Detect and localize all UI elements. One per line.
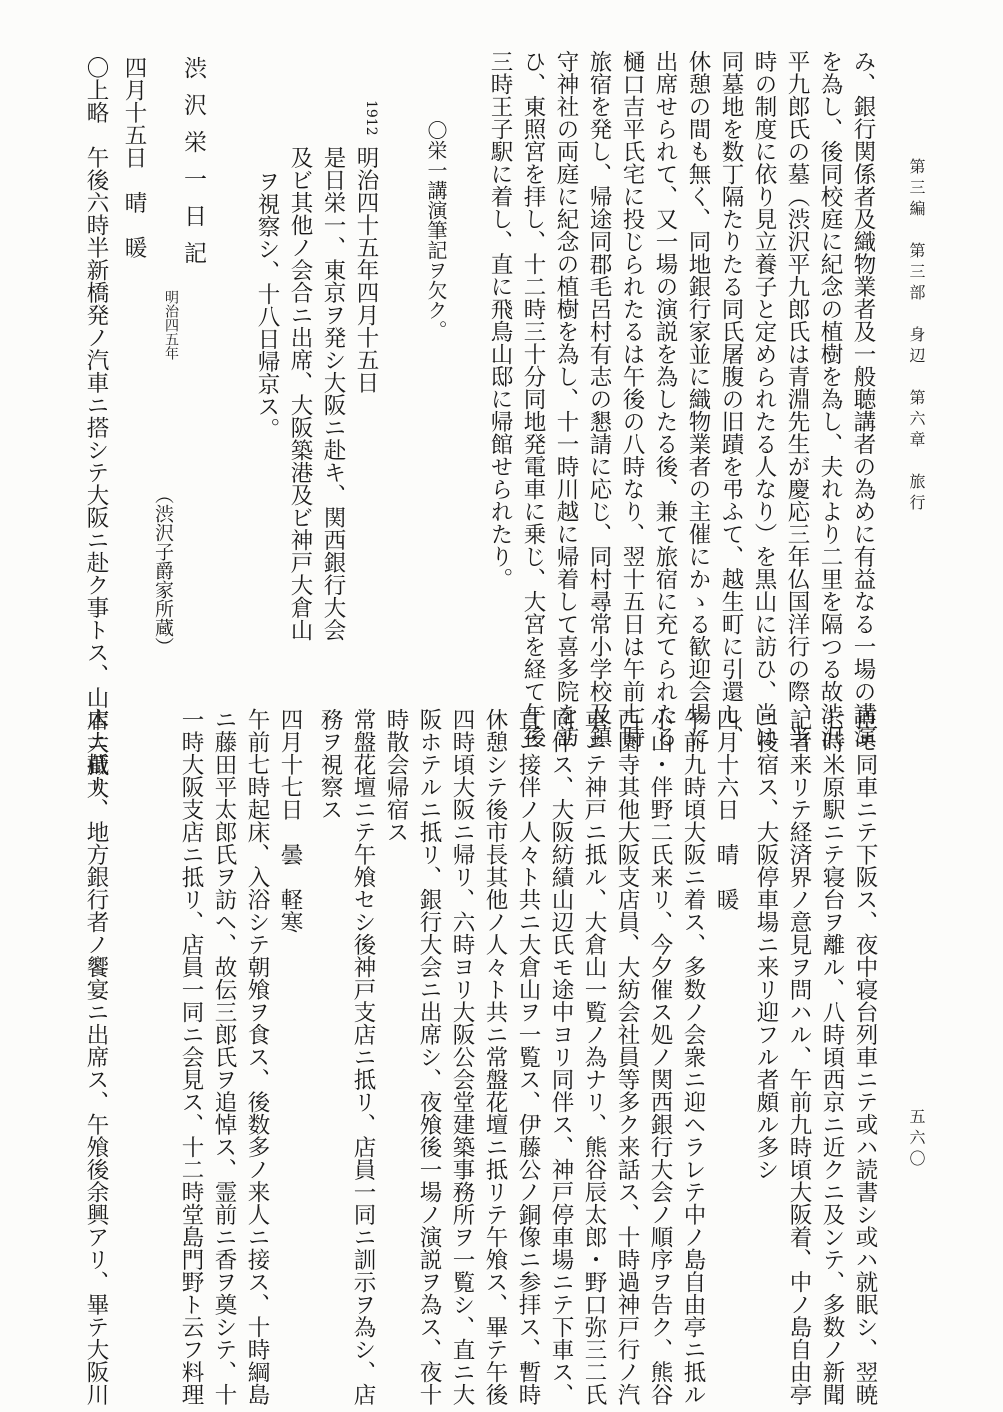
lower-line: 記者来リテ経済界ノ意見ヲ問ハル、午前九時頃大阪着、中ノ島自由亭 xyxy=(786,708,812,1406)
lower-line: 同伴ス、大阪紡績山辺氏モ途中ヨリ同伴ス、神戸停車場ニテ下車ス、 xyxy=(548,708,574,1406)
source-note: 〇栄一講演筆記ヲ欠ク。 xyxy=(424,120,448,340)
entry-summary-line: ヲ視察シ、十八日帰京ス。 xyxy=(254,170,280,440)
diary-year: 明治四五年 xyxy=(163,290,179,360)
lower-line: 務ヲ視察ス xyxy=(317,708,343,821)
lower-line: ニ藤田平太郎氏ヲ訪ヘ、故伝三郎氏ヲ追悼ス、霊前ニ香ヲ奠シテ、十 xyxy=(211,708,237,1406)
upper-line: を為し、後同校庭に紀念の植樹を為し、夫れより二里を隔つる故渋沢 xyxy=(817,50,843,748)
lower-line: 一時大阪支店ニ抵リ、店員一同ニ会見ス、十二時堂島門野ト云フ料理 xyxy=(178,708,204,1406)
upper-line: 休憩の間も無く、同地銀行家並に織物業者の主催にかゝる歓迎会場に xyxy=(685,50,711,748)
lower-line: 車ニテ神戸ニ抵ル、大倉山一覧ノ為ナリ、熊谷辰太郎・野口弥三二氏 xyxy=(581,708,607,1406)
page-number: 五六〇 xyxy=(907,1108,926,1171)
upper-line: 樋口吉平氏宅に投じられたるは午後の八時なり、翌十五日は午前七時 xyxy=(619,50,645,748)
lower-line: ニ投宿ス、大阪停車場ニ来リ迎フル者頗ル多シ xyxy=(753,708,779,1181)
upper-line: ひ、東照宮を拝し、十二時三十分同地発電車に乗じ、大宮を経て午後 xyxy=(520,50,546,748)
running-header: 第三編 第三部 身辺 第六章 旅行 xyxy=(907,158,926,515)
entry-summary-line: 及ビ其他ノ会合ニ出席、大阪築港及ビ神戸大倉山 xyxy=(287,146,313,641)
lower-line: 休憩シテ後市長其他ノ人々ト共ニ常盤花壇ニ抵リテ午飧ス、畢テ午後 xyxy=(482,708,508,1406)
lower-line: 午前七時起床、入浴シテ朝飧ヲ食ス、後数多ノ来人ニ接ス、十時綱島 xyxy=(244,708,270,1406)
diary-title: 渋沢栄一日記 xyxy=(180,56,206,278)
upper-line: み、銀行関係者及織物業者及一般聴講者の為めに有益なる一場の講演 xyxy=(850,50,876,748)
lower-line: 四時頃大阪ニ帰リ、六時ヨリ大阪公会堂建築事務所ヲ一覧シ、直ニ大 xyxy=(449,708,475,1406)
lower-line: 店ニ抵リ、地方銀行者ノ饗宴ニ出席ス、午飧後余興アリ、畢テ大阪川 xyxy=(83,708,109,1406)
entry-date-heading: 明治四十五年四月十五日 xyxy=(353,146,379,394)
diary-line: 〇上略 午後六時半新橋発ノ汽車ニ搭シテ大阪ニ赴ク事トス、山本大蔵大 xyxy=(83,56,109,799)
lower-line: 小山・伴野二氏来リ、今夕催ス処ノ関西銀行大会ノ順序ヲ告ク、熊谷 xyxy=(647,708,673,1406)
diary-owner: （渋沢子爵家所蔵） xyxy=(152,485,174,656)
diary-date-line: 四月十五日 晴 暖 xyxy=(121,56,147,259)
lower-line: 西園寺其他大阪支店員、大紡会社員等多ク来話ス、十時過神戸行ノ汽 xyxy=(614,708,640,1406)
lower-line: 午前九時頃大阪ニ着ス、多数ノ会衆ニ迎ヘラレテ中ノ島自由亭ニ抵ル xyxy=(680,708,706,1406)
entry-summary-line: 是日栄一、東京ヲ発シ大阪ニ赴キ、関西銀行大会 xyxy=(320,146,346,641)
upper-line: 平九郎氏の墓（渋沢平九郎氏は青淵先生が慶応三年仏国洋行の際、当 xyxy=(784,50,810,748)
lower-line: 臣モ同車ニテ下阪ス、夜中寝台列車ニテ或ハ読書シ或ハ就眠シ、翌暁 xyxy=(852,708,878,1406)
lower-date-line: 四月十六日 晴 暖 xyxy=(713,708,739,911)
lower-line: 七時米原駅ニテ寝台ヲ離ル、八時頃西京ニ近クニ及ンテ、多数ノ新聞 xyxy=(819,708,845,1406)
lower-line: 直ニ接伴ノ人々ト共ニ大倉山ヲ一覧ス、伊藤公ノ銅像ニ参拝ス、暫時 xyxy=(515,708,541,1406)
lower-line: 常盤花壇ニテ午飧セシ後神戸支店ニ抵リ、店員一同ニ訓示ヲ為シ、店 xyxy=(350,708,376,1406)
western-year: 1912 xyxy=(363,100,379,136)
lower-date-line: 四月十七日 曇 軽寒 xyxy=(277,708,303,933)
upper-line: 出席せられて、又一場の演説を為したる後、兼て旅宿に充てられたる xyxy=(652,50,678,748)
lower-line: 阪ホテルニ抵リ、銀行大会ニ出席シ、夜飧後一場ノ演説ヲ為ス、夜十 xyxy=(416,708,442,1406)
upper-line: 守神社の両庭に紀念の植樹を為し、十一時川越に帰着して喜多院を訪 xyxy=(553,50,579,748)
upper-line: 時の制度に依り見立養子と定められたる人なり）を黒山に訪ひ、尚は xyxy=(751,50,777,748)
upper-line: 三時王子駅に着し、直に飛鳥山邸に帰館せられたり。 xyxy=(487,50,513,590)
upper-line: 同墓地を数丁隔たりたる同氏屠腹の旧蹟を弔ふて、越生町に引還し、 xyxy=(718,50,744,748)
upper-line: 旅宿を発し、帰途同郡毛呂村有志の懇請に応じ、同村尋常小学校及鎮 xyxy=(586,50,612,748)
lower-line: 時散会帰宿ス xyxy=(383,708,409,843)
